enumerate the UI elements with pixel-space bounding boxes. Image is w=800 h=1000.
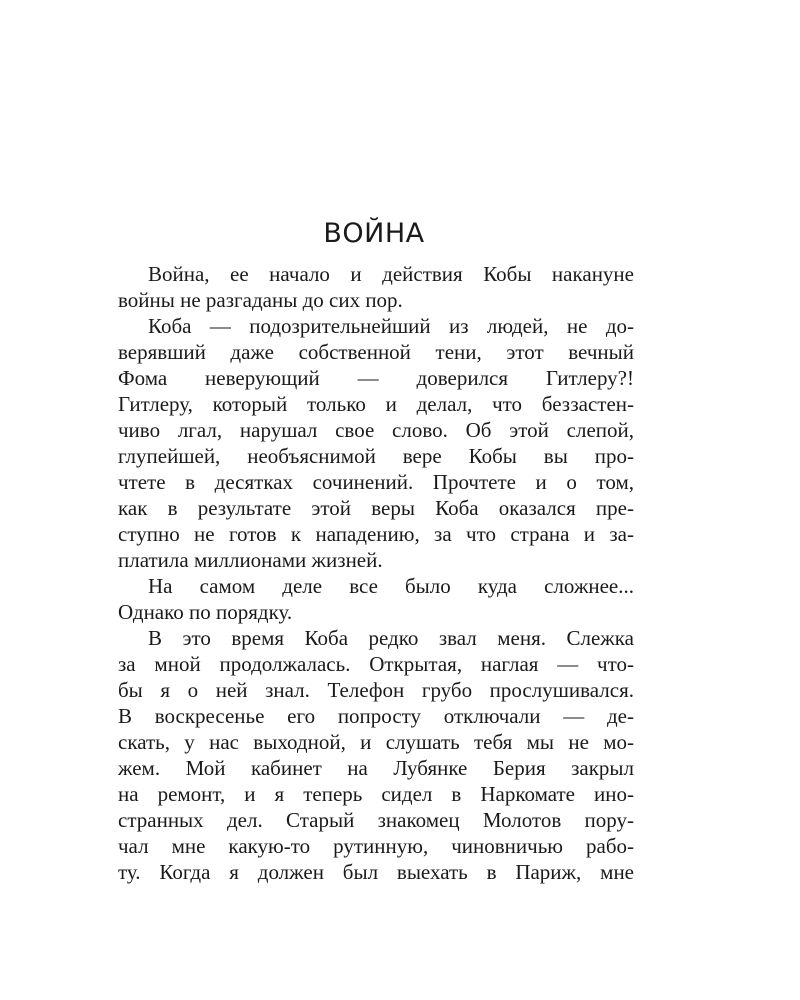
text-line: как в результате этой веры Коба оказался пре- xyxy=(118,496,634,520)
paragraph xyxy=(118,625,634,885)
text-line: ту. Когда я должен был выехать в Париж, мне xyxy=(118,860,634,884)
paragraph xyxy=(118,313,634,573)
text-line: верявший даже собственной тени, этот вечный xyxy=(118,340,634,364)
text-line: Фома неверующий — доверился Гитлеру?! xyxy=(118,366,634,390)
paragraph xyxy=(118,573,634,625)
paragraph xyxy=(118,261,634,313)
text-line: ступно не готов к нападению, за что страна и за- xyxy=(118,522,634,546)
text-line: глупейшей, необъяснимой вере Кобы вы про- xyxy=(118,444,634,468)
text-line: чал мне какую-то рутинную, чиновничью рабо- xyxy=(118,834,634,858)
text-line: В это время Коба редко звал меня. Слежка xyxy=(148,626,634,650)
text-line: бы я о ней знал. Телефон грубо прослушивался. xyxy=(118,678,634,702)
text-line: В воскресенье его попросту отключали — де- xyxy=(118,704,634,728)
text-line: войны не разгаданы до сих пор. xyxy=(118,288,403,312)
text-line: странных дел. Старый знакомец Молотов пору- xyxy=(118,808,634,832)
body-text xyxy=(118,261,634,885)
text-line: Однако по порядку. xyxy=(118,600,293,624)
text-line: жем. Мой кабинет на Лубянке Берия закрыл xyxy=(118,756,634,780)
text-line: Коба — подозрительнейший из людей, не до- xyxy=(148,314,634,338)
text-line: Гитлеру, который только и делал, что беззастен- xyxy=(118,392,634,416)
text-line: за мной продолжалась. Открытая, наглая — что- xyxy=(118,652,634,676)
chapter-title: ВОЙНА xyxy=(323,218,425,249)
text-line: чиво лгал, нарушал свое слово. Об этой слепой, xyxy=(118,418,634,442)
text-line: на ремонт, и я теперь сидел в Наркомате ино- xyxy=(118,782,634,806)
text-line: платила миллионами жизней. xyxy=(118,548,383,572)
text-line: На самом деле все было куда сложнее... xyxy=(148,574,634,598)
text-line: чтете в десятках сочинений. Прочтете и о том, xyxy=(118,470,634,494)
text-line: скать, у нас выходной, и слушать тебя мы не мо- xyxy=(118,730,634,754)
text-line: Война, ее начало и действия Кобы накануне xyxy=(148,262,634,286)
